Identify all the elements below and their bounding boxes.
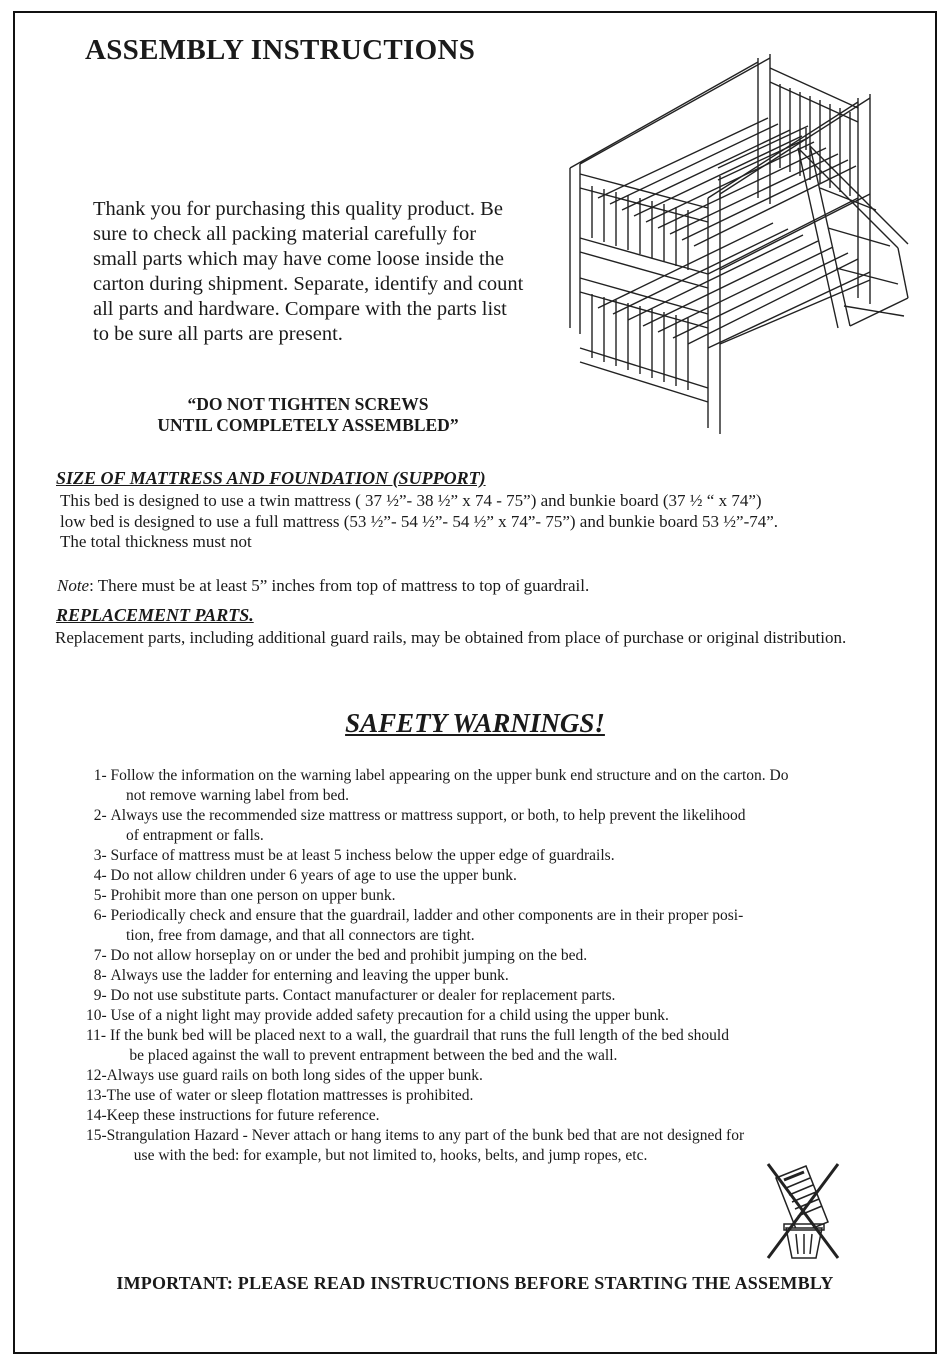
do-not-tighten-line-1: “DO NOT TIGHTEN SCREWS (187, 394, 429, 414)
safety-warnings-list (86, 766, 916, 1166)
warning-item: 15- Strangulation Hazard - Never attach or hang items to any part of the bunk bed that are not designed for use with the bed: for example, but not limited to, hooks, belts, and jump ropes, etc. (86, 1127, 745, 1164)
warning-item: 14- Keep these instructions for future reference. (86, 1107, 380, 1124)
mattress-size-text (60, 491, 910, 553)
size-line-1: This bed is designed to use a twin mattress ( 37 ½”- 38 ½” x 74 - 75”) and bunkie board (37 ½ “ x 74”) (60, 491, 762, 510)
mattress-size-heading: SIZE OF MATTRESS AND FOUNDATION (SUPPORT) (56, 468, 486, 488)
page-title: ASSEMBLY INSTRUCTIONS (85, 34, 476, 66)
bunk-bed-icon (558, 48, 918, 438)
do-not-tighten-line-2: UNTIL COMPLETELY ASSEMBLED” (157, 415, 459, 435)
warning-item: 8- Always use the ladder for enterning and leaving the upper bunk. (86, 967, 509, 984)
replacement-parts-heading: REPLACEMENT PARTS. (56, 605, 254, 625)
warning-item: 2- Always use the recommended size mattress or mattress support, or both, to help prevent the likelihood of entrapment or falls. (86, 807, 746, 844)
warning-item: 6- Periodically check and ensure that the guardrail, ladder and other components are in their proper posi- tion, free from damage, and that all connectors are tight. (86, 907, 744, 944)
note-label: Note (57, 576, 90, 595)
guardrail-note (57, 576, 589, 596)
warning-item: 4- Do not allow children under 6 years of age to use the upper bunk. (86, 867, 517, 884)
do-not-tighten-warning (120, 394, 496, 436)
warning-item: 12- Always use guard rails on both long sides of the upper bunk. (86, 1067, 483, 1084)
size-line-2: low bed is designed to use a full mattress (53 ½”- 54 ½”- 54 ½” x 74”- 75”) and bunkie board 53 ½”-74”. (60, 511, 779, 531)
safety-warnings-heading: SAFETY WARNINGS! (345, 708, 605, 738)
important-notice: IMPORTANT: PLEASE READ INSTRUCTIONS BEFORE STARTING THE ASSEMBLY (116, 1273, 834, 1293)
note-text: : There must be at least 5” inches from top of mattress to top of guardrail. (89, 576, 590, 595)
warning-item: 1- Follow the information on the warning label appearing on the upper bunk end structure and on the carton. Do not remove warning label from bed. (86, 767, 789, 804)
warning-item: 5- Prohibit more than one person on upper bunk. (86, 887, 396, 904)
size-line-3: The total thickness must not (60, 532, 252, 551)
warning-item: 7- Do not allow horseplay on or under the bed and prohibit jumping on the bed. (86, 947, 588, 964)
replacement-parts-text: Replacement parts, including additional guard rails, may be obtained from place of purchase or original distribution. (55, 628, 847, 647)
warning-item: 11- If the bunk bed will be placed next to a wall, the guardrail that runs the full length of the bed should be placed against the wall to prevent entrapment between the bed and the wall. (86, 1027, 729, 1064)
warning-item: 10- Use of a night light may provide added safety precaution for a child using the upper bunk. (86, 1007, 669, 1024)
intro-paragraph: Thank you for purchasing this quality product. Be sure to check all packing material carefully for small parts which may have come loose inside the carton during shipment. Separate, identify and count all parts and hardware. Compare with the parts list to be sure all parts are present. (93, 198, 524, 345)
warning-item: 9- Do not use substitute parts. Contact manufacturer or dealer for replacement parts. (86, 987, 616, 1004)
do-not-discard-icon (762, 1158, 844, 1262)
warning-item: 13- The use of water or sleep flotation mattresses is prohibited. (86, 1087, 474, 1104)
warning-item: 3- Surface of mattress must be at least 5 inchess below the upper edge of guardrails. (86, 847, 615, 864)
